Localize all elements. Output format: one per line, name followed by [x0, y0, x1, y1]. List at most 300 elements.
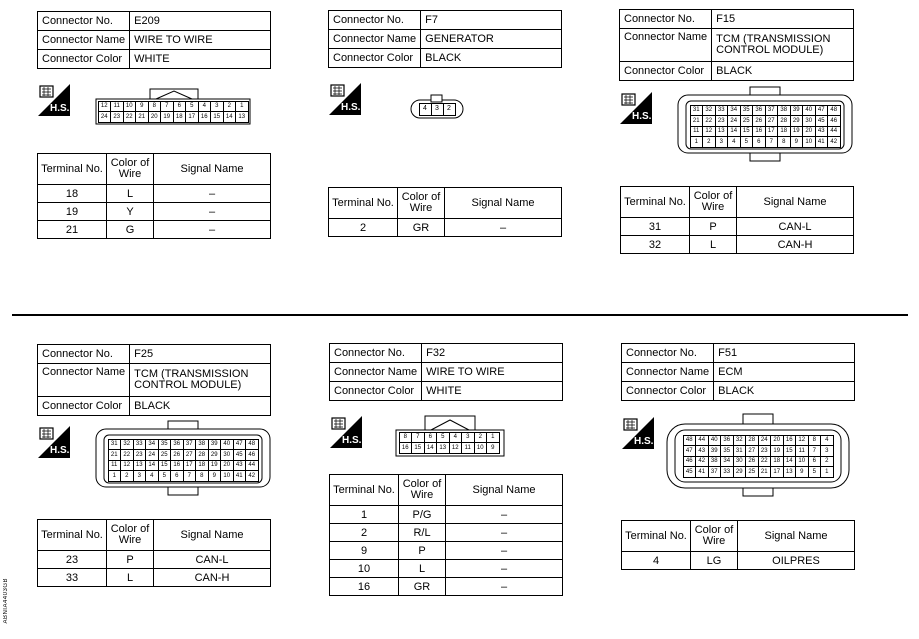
pin: 29: [733, 466, 747, 478]
wire-color: P/G: [399, 506, 446, 524]
pin: 45: [233, 449, 247, 461]
terminal-no: 1: [330, 506, 399, 524]
connector-name-value: TCM (TRANSMISSION CONTROL MODULE): [130, 364, 271, 397]
pin: 16: [783, 435, 797, 447]
hs-label: H.S.: [632, 111, 652, 122]
pin: 25: [740, 115, 754, 127]
pin: 24: [727, 115, 741, 127]
pin: 12: [795, 435, 809, 447]
connector-face-f32: [395, 414, 505, 458]
pin: 1: [486, 432, 500, 444]
connector-info-table: [619, 9, 854, 81]
pin: 9: [135, 101, 149, 113]
terminal-no: 2: [330, 524, 399, 542]
pin: 11: [461, 442, 475, 454]
wire-color: P: [690, 218, 737, 236]
figure-code: ABNIA4403GB: [3, 578, 9, 624]
pin: 44: [245, 460, 259, 472]
pin: 17: [770, 466, 784, 478]
pin: 1: [108, 470, 122, 482]
pin: 22: [758, 456, 772, 468]
pin: 26: [170, 449, 184, 461]
pin: 5: [185, 101, 199, 113]
pin: 43: [695, 445, 709, 457]
terminal-no-header: Terminal No.: [621, 187, 690, 218]
table-row: [38, 221, 271, 239]
pin: 46: [245, 449, 259, 461]
terminal-no: 10: [330, 560, 399, 578]
signal-name-header: Signal Name: [154, 154, 271, 185]
pin: 24: [98, 111, 112, 123]
terminal-no: 16: [330, 578, 399, 596]
pin: 32: [702, 105, 716, 117]
table-row: [622, 552, 855, 570]
pin: 38: [195, 439, 209, 451]
pin: 40: [220, 439, 234, 451]
pin: 14: [727, 126, 741, 138]
pin: 14: [424, 442, 438, 454]
pin: 23: [133, 449, 147, 461]
pin: 47: [683, 445, 697, 457]
pin: 44: [695, 435, 709, 447]
harness-side-icon: [38, 426, 70, 458]
pin: 15: [158, 460, 172, 472]
pin: 42: [695, 456, 709, 468]
signal-name: –: [154, 203, 271, 221]
pin: 27: [765, 115, 779, 127]
table-row: [38, 551, 271, 569]
pin: 30: [733, 456, 747, 468]
connector-color-label: Connector Color: [622, 382, 714, 401]
signal-name: OILPRES: [738, 552, 855, 570]
pin: 10: [123, 101, 137, 113]
connector-face-f51: [665, 412, 851, 500]
connector-no-value: F25: [130, 345, 271, 364]
connector-no-label: Connector No.: [620, 10, 712, 29]
pin: 33: [720, 466, 734, 478]
signal-name-header: Signal Name: [445, 188, 562, 219]
terminal-table: [37, 519, 271, 587]
pin: 44: [827, 126, 841, 138]
pin: 28: [745, 435, 759, 447]
connector-no-label: Connector No.: [329, 11, 421, 30]
wire-color: R/L: [399, 524, 446, 542]
terminal-table: [328, 187, 562, 237]
pin-grid: [98, 101, 248, 122]
signal-name: CAN-L: [154, 551, 271, 569]
pin: 14: [783, 456, 797, 468]
hs-label: H.S.: [341, 102, 361, 113]
table-row: [621, 236, 854, 254]
pin: 34: [145, 439, 159, 451]
pin: 38: [777, 105, 791, 117]
harness-side-icon: [330, 416, 362, 448]
pin: 23: [758, 445, 772, 457]
pin: 13: [715, 126, 729, 138]
table-row: [329, 219, 562, 237]
pin: 29: [208, 449, 222, 461]
pin: 2: [223, 101, 237, 113]
pin: 11: [110, 101, 124, 113]
pin: 14: [145, 460, 159, 472]
pin: 20: [802, 126, 816, 138]
pin: 16: [198, 111, 212, 123]
connector-no-label: Connector No.: [38, 12, 130, 31]
color-of-wire-header: Color of Wire: [107, 154, 154, 185]
pin: 47: [233, 439, 247, 451]
pin: 19: [770, 445, 784, 457]
terminal-no: 9: [330, 542, 399, 560]
pin: 23: [110, 111, 124, 123]
color-of-wire-header: Color of Wire: [691, 521, 738, 552]
connector-name-value: TCM (TRANSMISSION CONTROL MODULE): [712, 29, 854, 62]
pin: 15: [740, 126, 754, 138]
pin: 41: [695, 466, 709, 478]
pin: 5: [740, 136, 754, 148]
pin: 43: [233, 460, 247, 472]
color-of-wire-header: Color of Wire: [107, 520, 154, 551]
pin: 1: [690, 136, 704, 148]
pin: 20: [770, 435, 784, 447]
harness-side-icon: [329, 83, 361, 115]
pin: 12: [702, 126, 716, 138]
terminal-no: 32: [621, 236, 690, 254]
connector-name-label: Connector Name: [38, 364, 130, 397]
pin: 27: [745, 445, 759, 457]
terminal-no: 21: [38, 221, 107, 239]
pin-grid: [683, 435, 833, 477]
table-row: [38, 203, 271, 221]
connector-name-label: Connector Name: [620, 29, 712, 62]
pin: 18: [195, 460, 209, 472]
pin: 28: [195, 449, 209, 461]
wire-color: Y: [107, 203, 154, 221]
pin: 15: [411, 442, 425, 454]
signal-name: –: [446, 560, 563, 578]
connector-face-f15: [676, 85, 854, 165]
pin: 13: [133, 460, 147, 472]
terminal-no: 31: [621, 218, 690, 236]
pin: 10: [474, 442, 488, 454]
signal-name: –: [446, 524, 563, 542]
connector-color-label: Connector Color: [38, 397, 130, 416]
table-row: [330, 506, 563, 524]
pin: 40: [708, 435, 722, 447]
wire-color: L: [107, 185, 154, 203]
pin: 21: [135, 111, 149, 123]
color-of-wire-header: Color of Wire: [690, 187, 737, 218]
connector-no-label: Connector No.: [330, 344, 422, 363]
pin: 45: [815, 115, 829, 127]
terminal-table: [621, 520, 855, 570]
pin: 17: [765, 126, 779, 138]
pin: 10: [802, 136, 816, 148]
pin: 30: [802, 115, 816, 127]
pin: 12: [98, 101, 112, 113]
pin: 19: [790, 126, 804, 138]
pin: 7: [808, 445, 822, 457]
wire-color: LG: [691, 552, 738, 570]
pin: 19: [160, 111, 174, 123]
terminal-no-header: Terminal No.: [38, 520, 107, 551]
table-row: [38, 569, 271, 587]
table-row: [330, 578, 563, 596]
pin: 22: [123, 111, 137, 123]
pin: 21: [108, 449, 122, 461]
pin: 16: [752, 126, 766, 138]
pin: 43: [815, 126, 829, 138]
pin: 22: [120, 449, 134, 461]
pin: 1: [820, 466, 834, 478]
wire-color: G: [107, 221, 154, 239]
harness-side-icon: [38, 84, 70, 116]
pin: 4: [198, 101, 212, 113]
connector-info-table: [328, 10, 562, 68]
connector-name-label: Connector Name: [38, 31, 130, 50]
pin: 21: [758, 466, 772, 478]
pin: 46: [683, 456, 697, 468]
pin: 41: [233, 470, 247, 482]
signal-name: –: [446, 542, 563, 560]
pin: 34: [727, 105, 741, 117]
connector-name-label: Connector Name: [330, 363, 422, 382]
terminal-table: [329, 474, 563, 596]
pin: 37: [708, 466, 722, 478]
pin: 3: [461, 432, 475, 444]
pin: 7: [765, 136, 779, 148]
pin: 6: [170, 470, 184, 482]
wire-color: GR: [399, 578, 446, 596]
pin: 2: [443, 103, 456, 116]
pin: 12: [449, 442, 463, 454]
pin: 13: [235, 111, 249, 123]
pin: 48: [683, 435, 697, 447]
terminal-no-header: Terminal No.: [329, 188, 398, 219]
pin-grid: [690, 105, 840, 147]
pin: 13: [436, 442, 450, 454]
pin: 9: [486, 442, 500, 454]
pin: 32: [120, 439, 134, 451]
connector-no-value: F51: [714, 344, 855, 363]
signal-name: CAN-H: [154, 569, 271, 587]
terminal-no-header: Terminal No.: [622, 521, 691, 552]
pin: 39: [790, 105, 804, 117]
pin: 38: [708, 456, 722, 468]
pin: 4: [449, 432, 463, 444]
pin: 3: [210, 101, 224, 113]
pin: 16: [399, 442, 413, 454]
hs-label: H.S.: [50, 103, 70, 114]
pin: 13: [783, 466, 797, 478]
pin: 35: [720, 445, 734, 457]
pin: 8: [399, 432, 413, 444]
pin: 20: [220, 460, 234, 472]
pin: 9: [795, 466, 809, 478]
pin: 46: [827, 115, 841, 127]
terminal-table: [620, 186, 854, 254]
connector-name-value: GENERATOR: [421, 30, 562, 49]
pin: 31: [690, 105, 704, 117]
connector-info-table: [37, 344, 271, 416]
pin: 31: [108, 439, 122, 451]
connector-color-value: WHITE: [422, 382, 563, 401]
pin: 11: [795, 445, 809, 457]
wire-color: L: [399, 560, 446, 578]
pin: 26: [745, 456, 759, 468]
pin: 11: [690, 126, 704, 138]
pin: 16: [170, 460, 184, 472]
pin: 34: [720, 456, 734, 468]
signal-name: –: [154, 185, 271, 203]
pin: 17: [185, 111, 199, 123]
pin: 2: [474, 432, 488, 444]
pin: 48: [827, 105, 841, 117]
pin: 42: [245, 470, 259, 482]
color-of-wire-header: Color of Wire: [399, 475, 446, 506]
terminal-no: 23: [38, 551, 107, 569]
pin: 15: [783, 445, 797, 457]
pin-grid: [399, 432, 499, 453]
pin-grid: [419, 103, 455, 115]
pin: 24: [145, 449, 159, 461]
pin: 18: [777, 126, 791, 138]
pin: 1: [235, 101, 249, 113]
pin: 6: [424, 432, 438, 444]
connector-face-f7: [410, 94, 464, 120]
terminal-no: 18: [38, 185, 107, 203]
connector-color-label: Connector Color: [38, 50, 130, 69]
pin: 40: [802, 105, 816, 117]
wire-color: GR: [398, 219, 445, 237]
connector-info-table: [37, 11, 271, 69]
signal-name: –: [445, 219, 562, 237]
wire-color: L: [690, 236, 737, 254]
pin: 11: [108, 460, 122, 472]
pin: 15: [210, 111, 224, 123]
pin: 5: [158, 470, 172, 482]
pin: 36: [752, 105, 766, 117]
pin: 42: [827, 136, 841, 148]
pin: 24: [758, 435, 772, 447]
pin: 3: [431, 103, 444, 116]
pin: 36: [170, 439, 184, 451]
signal-name-header: Signal Name: [738, 521, 855, 552]
pin: 39: [208, 439, 222, 451]
pin: 10: [220, 470, 234, 482]
signal-name-header: Signal Name: [737, 187, 854, 218]
terminal-no: 4: [622, 552, 691, 570]
pin: 10: [795, 456, 809, 468]
pin: 9: [208, 470, 222, 482]
connector-info-table: [621, 343, 855, 401]
table-row: [38, 185, 271, 203]
pin: 41: [815, 136, 829, 148]
pin: 7: [411, 432, 425, 444]
pin: 8: [777, 136, 791, 148]
terminal-no: 33: [38, 569, 107, 587]
pin: 8: [195, 470, 209, 482]
pin: 30: [220, 449, 234, 461]
terminal-no-header: Terminal No.: [330, 475, 399, 506]
color-of-wire-header: Color of Wire: [398, 188, 445, 219]
pin: 20: [148, 111, 162, 123]
hs-label: H.S.: [50, 445, 70, 456]
pin: 18: [173, 111, 187, 123]
pin: 18: [770, 456, 784, 468]
connector-no-label: Connector No.: [38, 345, 130, 364]
wire-color: P: [107, 551, 154, 569]
pin: 8: [148, 101, 162, 113]
harness-side-icon: [620, 92, 652, 124]
pin: 36: [720, 435, 734, 447]
pin: 2: [120, 470, 134, 482]
connector-color-value: BLACK: [714, 382, 855, 401]
pin: 25: [158, 449, 172, 461]
pin: 12: [120, 460, 134, 472]
connector-color-label: Connector Color: [329, 49, 421, 68]
pin: 35: [158, 439, 172, 451]
pin: 28: [777, 115, 791, 127]
pin: 4: [727, 136, 741, 148]
hs-label: H.S.: [342, 435, 362, 446]
pin: 3: [820, 445, 834, 457]
table-row: [330, 542, 563, 560]
pin: 6: [752, 136, 766, 148]
pin: 48: [245, 439, 259, 451]
pin: 33: [715, 105, 729, 117]
connector-color-label: Connector Color: [330, 382, 422, 401]
pin: 5: [808, 466, 822, 478]
pin: 3: [133, 470, 147, 482]
terminal-no: 19: [38, 203, 107, 221]
table-row: [330, 524, 563, 542]
signal-name-header: Signal Name: [446, 475, 563, 506]
connector-no-value: F7: [421, 11, 562, 30]
connector-name-label: Connector Name: [329, 30, 421, 49]
pin: 6: [173, 101, 187, 113]
pin: 22: [702, 115, 716, 127]
connector-color-value: WHITE: [130, 50, 271, 69]
terminal-table: [37, 153, 271, 239]
pin: 47: [815, 105, 829, 117]
pin-grid: [108, 439, 258, 481]
pin: 25: [745, 466, 759, 478]
signal-name-header: Signal Name: [154, 520, 271, 551]
connector-info-table: [329, 343, 563, 401]
pin: 23: [715, 115, 729, 127]
connector-color-label: Connector Color: [620, 62, 712, 81]
connector-no-value: E209: [130, 12, 271, 31]
pin: 35: [740, 105, 754, 117]
section-divider: [12, 314, 908, 316]
signal-name: –: [154, 221, 271, 239]
signal-name: CAN-L: [737, 218, 854, 236]
table-row: [330, 560, 563, 578]
pin: 5: [436, 432, 450, 444]
pin: 39: [708, 445, 722, 457]
hs-label: H.S.: [634, 436, 654, 447]
connector-face-f25: [94, 419, 272, 499]
pin: 21: [690, 115, 704, 127]
signal-name: –: [446, 506, 563, 524]
connector-name-value: ECM: [714, 363, 855, 382]
connector-no-label: Connector No.: [622, 344, 714, 363]
pin: 37: [765, 105, 779, 117]
harness-side-icon: [622, 417, 654, 449]
pin: 4: [145, 470, 159, 482]
terminal-no-header: Terminal No.: [38, 154, 107, 185]
pin: 3: [715, 136, 729, 148]
